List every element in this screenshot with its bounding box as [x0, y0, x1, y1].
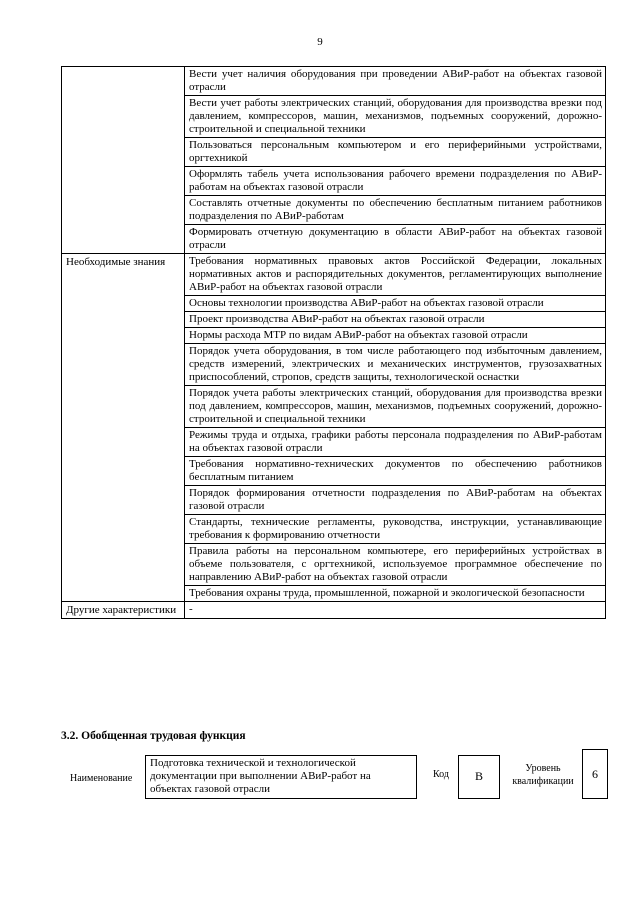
row-text: Формировать отчетную документацию в области АВиР-работ на объектах газовой отрасли [185, 225, 606, 254]
level-value-box: 6 [582, 749, 608, 799]
row-text: Стандарты, технические регламенты, руководства, инструкции, устанавливающие требования к формированию отчетности [185, 515, 606, 544]
row-text: Требования нормативно-технических документов по обеспечению работников бесплатным питанием [185, 457, 606, 486]
code-value-box: В [458, 755, 500, 799]
row-text: Порядок учета оборудования, в том числе работающего под избыточным давлением, средств измерений, электрических и механических инструментов, грузозахватных приспособлений, стропов, средств защиты, технологической оснастки [185, 344, 606, 386]
row-text: Требования охраны труда, промышленной, пожарной и экологической безопасности [185, 586, 606, 602]
row-text: Правила работы на персональном компьютере, его периферийных устройствах в объеме пользователя, с оргтехникой, используемое программное обеспечение по направлению АВиР-работ на объектах газовой отрасли [185, 544, 606, 586]
row-text: Вести учет работы электрических станций, оборудования для производства врезки под давлением, компрессоров, машин, механизмов, подъемных сооружений, дорожно-строительной и специальной техники [185, 96, 606, 138]
table-row [62, 67, 606, 96]
level-label: Уровень квалификации [512, 763, 574, 787]
row-text: Порядок формирования отчетности подразделения по АВиР-работам на объектах газовой отрасли [185, 486, 606, 515]
row-label [62, 67, 185, 254]
name-value-box: Подготовка технической и технологической документации при выполнении АВиР-работ на объектах газовой отрасли [145, 755, 417, 799]
table-row [62, 602, 606, 619]
table-row [62, 254, 606, 296]
row-label: Необходимые знания [62, 254, 185, 602]
row-text: Вести учет наличия оборудования при проведении АВиР-работ на объектах газовой отрасли [185, 67, 606, 96]
row-text: Режимы труда и отдыха, графики работы персонала подразделения по АВиР-работам на объектах газовой отрасли [185, 428, 606, 457]
row-text: - [185, 602, 606, 619]
row-text: Проект производства АВиР-работ на объектах газовой отрасли [185, 312, 606, 328]
row-text: Основы технологии производства АВиР-работ на объектах газовой отрасли [185, 296, 606, 312]
row-text: Пользоваться персональным компьютером и его периферийными устройствами, оргтехникой [185, 138, 606, 167]
row-label: Другие характеристики [62, 602, 185, 619]
row-text: Составлять отчетные документы по обеспечению бесплатным питанием работников подразделения по АВиР-работам [185, 196, 606, 225]
name-label: Наименование [70, 773, 133, 784]
row-text: Требования нормативных правовых актов Российской Федерации, локальных нормативных актов и распорядительных документов, регламентирующих выполнение АВиР-работ на объектах газовой отрасли [185, 254, 606, 296]
section-title: 3.2. Обобщенная трудовая функция [61, 730, 246, 742]
knowledge-table [61, 66, 606, 619]
row-text: Нормы расхода МТР по видам АВиР-работ на объектах газовой отрасли [185, 328, 606, 344]
page-number: 9 [317, 36, 323, 48]
code-label: Код [433, 769, 449, 780]
row-text: Оформлять табель учета использования рабочего времени подразделения по АВиР-работам на объектах газовой отрасли [185, 167, 606, 196]
row-text: Порядок учета работы электрических станций, оборудования для производства врезки под давлением, компрессоров, машин, механизмов, подъемных сооружений, дорожно-строительной и специальной техники [185, 386, 606, 428]
